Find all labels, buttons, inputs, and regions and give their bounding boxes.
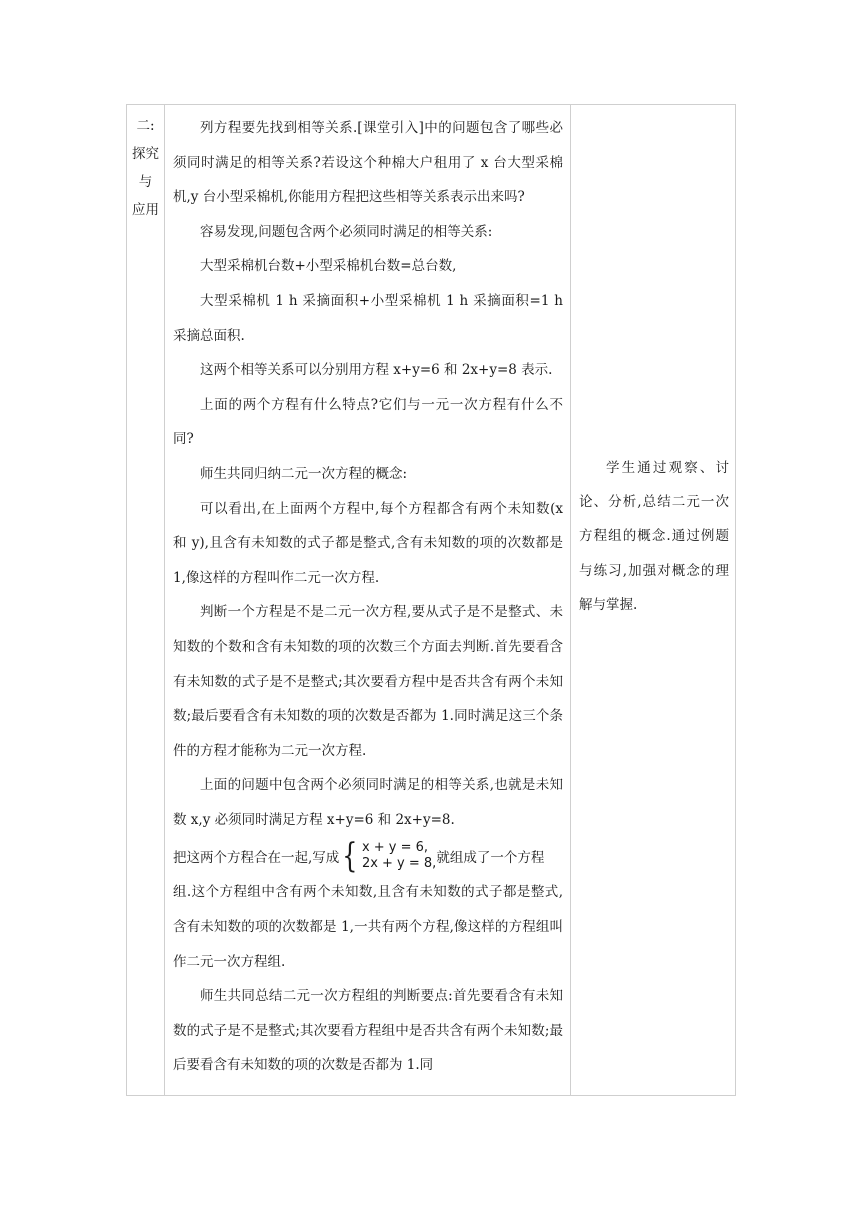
stage-title-line: 探究 <box>132 146 159 162</box>
paragraph: 可以看出,在上面两个方程中,每个方程都含有两个未知数(x 和 y),且含有未知数的式子都是整式,含有未知数的项的次数都是 1,像这样的方程叫作二元一次方程. <box>173 500 563 586</box>
paragraph: 师生共同归纳二元一次方程的概念: <box>200 465 408 482</box>
paragraph: 判断一个方程是不是二元一次方程,要从式子是不是整式、未知数的个数和含有未知数的项的次数三个方面去判断.首先要看含有未知数的式子是不是整式;其次要看方程中是否共含有两个未知数;最后要看含有未知数的项的次数是否都为 1.同时满足这三个条件的方程才能称为二元一次方程. <box>173 604 563 759</box>
paragraph: 大型采棉机 1 h 采摘面积+小型采棉机 1 h 采摘面积=1 h 采摘总面积. <box>173 292 563 344</box>
paragraph: 容易发现,问题包含两个必须同时满足的相等关系: <box>200 223 493 240</box>
paragraph: 大型采棉机台数+小型采棉机台数=总台数, <box>200 258 457 275</box>
system-equation: 2x + y = 8, <box>361 856 437 872</box>
design-intent-text: 学生通过观察、讨论、分析,总结二元一次方程组的概念.通过例题与练习,加强对概念的理解与掌握. <box>579 460 729 613</box>
teaching-process-cell <box>165 105 571 1096</box>
stage-number: 二: <box>136 118 155 134</box>
paragraph: 上面的两个方程有什么特点?它们与一元一次方程有什么不同? <box>173 396 563 448</box>
design-intent-cell <box>571 105 736 1096</box>
lesson-plan-table <box>126 104 736 1096</box>
paragraph: 这两个相等关系可以分别用方程 x+y=6 和 2x+y=8 表示. <box>200 362 553 379</box>
stage-cell <box>127 105 165 1096</box>
left-brace: { <box>342 836 358 877</box>
equation-system-line <box>173 837 563 875</box>
paragraph: 上面的问题中包含两个必须同时满足的相等关系,也就是未知数 x,y 必须同时满足方程 x+y=6 和 2x+y=8. <box>173 777 563 828</box>
equation-system <box>362 840 436 872</box>
paragraph: 师生共同总结二元一次方程组的判断要点:首先要看含有未知数的式子是不是整式;其次要看方程组中是否共含有两个未知数;最后要看含有未知数的项的次数是否都为 1.同 <box>173 988 563 1074</box>
paragraph: 列方程要先找到相等关系.[课堂引入]中的问题包含了哪些必须同时满足的相等关系?若设这个种棉大户租用了 x 台大型采棉机,y 台小型采棉机,你能用方程把这些相等关系表示出来吗? <box>173 120 563 206</box>
paragraph: 组.这个方程组中含有两个未知数,且含有未知数的式子都是整式,含有未知数的项的次数都是 1,一共有两个方程,像这样的方程组叫作二元一次方程组. <box>173 884 563 970</box>
equation-trail-text: 就组成了一个方程 <box>436 850 545 867</box>
stage-title-line: 与 <box>138 174 153 190</box>
equation-lead-text: 把这两个方程合在一起,写成 <box>173 850 340 867</box>
stage-title-line: 应用 <box>132 202 159 218</box>
table-row <box>127 105 736 1096</box>
system-equation: x + y = 6, <box>361 840 429 856</box>
